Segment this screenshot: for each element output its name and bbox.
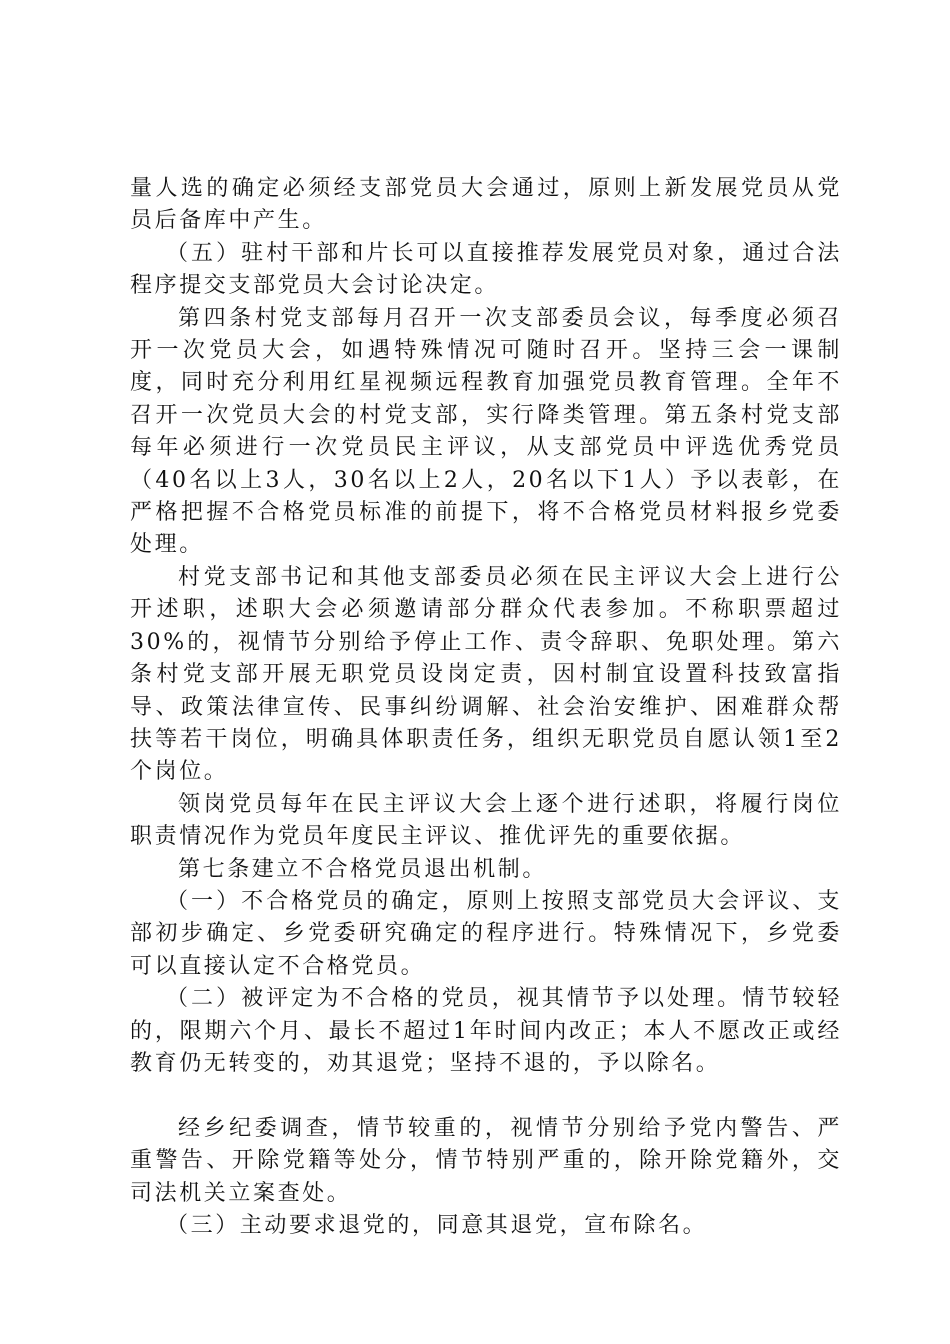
paragraph-7: （一）不合格党员的确定，原则上按照支部党员大会评议、支部初步确定、乡党委研究确定的程序进行。特殊情况下，乡党委可以直接认定不合格党员。: [130, 888, 842, 979]
paragraph-9: 经乡纪委调查，情节较重的，视情节分别给予党内警告、严重警告、开除党籍等处分，情节特别严重的，除开除党籍外，交司法机关立案查处。: [130, 1115, 842, 1206]
paragraph-1: 量人选的确定必须经支部党员大会通过，原则上新发展党员从党员后备库中产生。: [130, 176, 842, 234]
paragraph-10: （三）主动要求退党的，同意其退党，宣布除名。: [166, 1212, 708, 1238]
document-body: [130, 173, 842, 1242]
paragraph-6: 第七条建立不合格党员退出机制。: [178, 856, 548, 882]
paragraph-4: 村党支部书记和其他支部委员必须在民主评议大会上进行公开述职，述职大会必须邀请部分群众代表参加。不称职票超过30%的，视情节分别给予停止工作、责令辞职、免职处理。第六条村党支部开展无职党员设岗定责，因村制宜设置科技致富指导、政策法律宣传、民事纠纷调解、社会治安维护、困难群众帮扶等若干岗位，明确具体职责任务，组织无职党员自愿认领1至2个岗位。: [130, 564, 842, 785]
paragraph-5: 领岗党员每年在民主评议大会上逐个进行述职，将履行岗位职责情况作为党员年度民主评议、推优评先的重要依据。: [130, 791, 842, 850]
paragraph-8: （二）被评定为不合格的党员，视其情节予以处理。情节较轻的，限期六个月、最长不超过1年时间内改正；本人不愿改正或经教育仍无转变的，劝其退党；坚持不退的，予以除名。: [130, 986, 842, 1076]
paragraph-3: 第四条村党支部每月召开一次支部委员会议，每季度必须召开一次党员大会，如遇特殊情况可随时召开。坚持三会一课制度，同时充分利用红星视频远程教育加强党员教育管理。全年不召开一次党员大会的村党支部，实行降类管理。第五条村党支部每年必须进行一次党员民主评议，从支部党员中评选优秀党员（40名以上3人，30名以上2人，20名以下1人）予以表彰，在严格把握不合格党员标准的前提下，将不合格党员材料报乡党委处理。: [130, 305, 842, 558]
paragraph-2: （五）驻村干部和片长可以直接推荐发展党员对象，通过合法程序提交支部党员大会讨论决定。: [130, 240, 842, 299]
blank-line: [130, 1080, 842, 1112]
